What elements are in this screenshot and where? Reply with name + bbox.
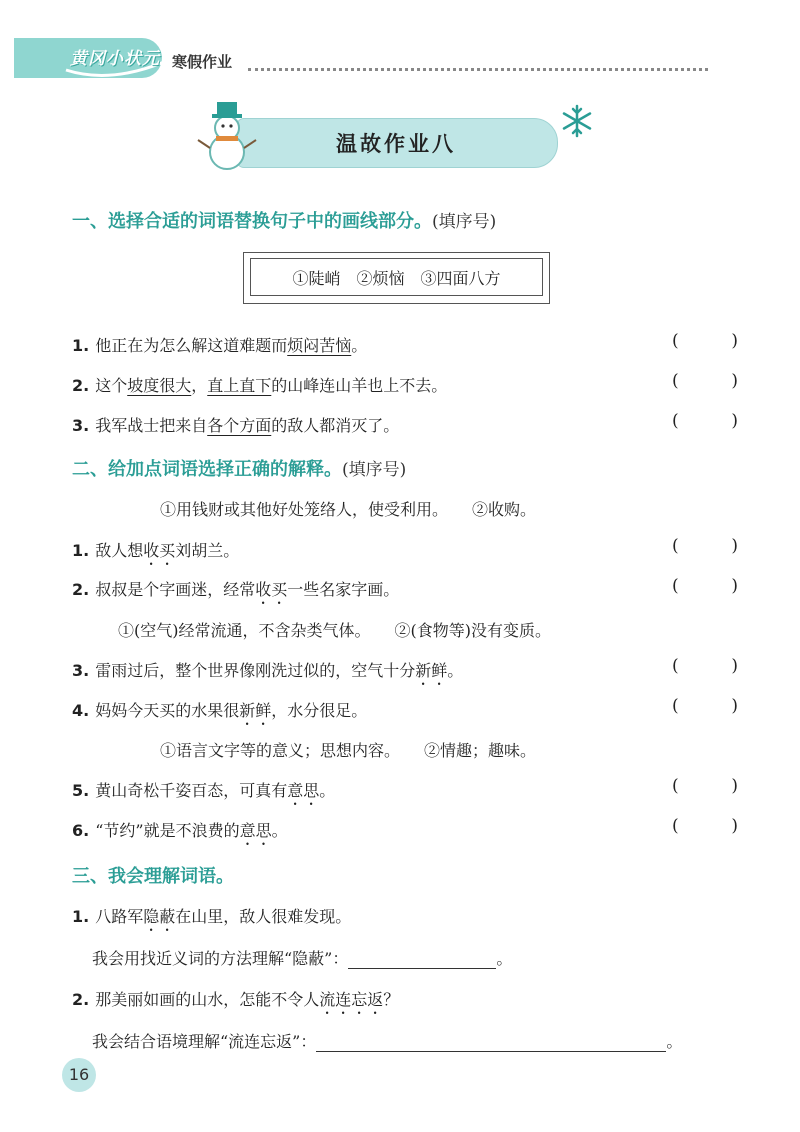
question-text: 黄山奇松千姿百态，可真有	[95, 781, 288, 800]
answer-blank[interactable]	[672, 776, 738, 796]
answer-line[interactable]	[348, 954, 496, 969]
question-number: 2.	[72, 580, 90, 599]
question-text: 那美丽如画的山水，怎能不令人	[95, 990, 320, 1009]
question-number: 1.	[72, 336, 90, 355]
snowflake-icon	[560, 104, 594, 138]
paren-open: (	[672, 816, 679, 836]
question-text: 的山峰连山羊也上不去。	[271, 376, 448, 395]
question-number: 3.	[72, 416, 90, 435]
question-text: 。	[351, 336, 368, 355]
definitions-2: ①(空气)经常流通，不含杂类气体。 ②(食物等)没有变质。	[118, 621, 551, 640]
header-divider	[248, 68, 708, 71]
question-text: 叔叔是个字画迷，经常	[95, 580, 256, 599]
dotted-word: 意思	[239, 821, 272, 840]
answer-blank[interactable]	[672, 576, 738, 596]
question-text: 八路军	[95, 907, 144, 926]
s3-question-1	[72, 904, 351, 935]
paren-close: )	[731, 411, 738, 431]
question-text: 妈妈今天买的水果很	[95, 701, 240, 720]
dotted-word: 收买	[143, 541, 176, 560]
answer-blank[interactable]	[672, 536, 738, 556]
question-number: 6.	[72, 821, 90, 840]
dotted-word: 收买	[255, 580, 288, 599]
section1-heading	[72, 207, 496, 233]
question-text: 的敌人都消灭了。	[271, 416, 400, 435]
section1-note: (填序号)	[432, 212, 497, 232]
s2-question-1	[72, 538, 239, 569]
s2-question-4	[72, 698, 367, 729]
section1-heading-text: 一、选择合适的词语替换句子中的画线部分。	[72, 211, 432, 232]
snowman-icon	[196, 98, 258, 172]
paren-open: (	[672, 656, 679, 676]
paren-open: (	[672, 776, 679, 796]
dotted-word: 新鲜	[239, 701, 272, 720]
dotted-word: 意思	[287, 781, 320, 800]
answer-blank[interactable]	[672, 411, 738, 431]
paren-close: )	[731, 696, 738, 716]
s2-question-5	[72, 778, 335, 809]
question-number: 3.	[72, 661, 90, 680]
question-text: 我军战士把来自	[95, 416, 208, 435]
header-subtitle: 寒假作业	[172, 53, 233, 71]
underlined-phrase: 直上直下	[207, 376, 272, 395]
underlined-phrase: 坡度很大	[127, 376, 192, 395]
dotted-word: 隐蔽	[143, 907, 176, 926]
section2-heading-text: 二、给加点词语选择正确的解释。	[72, 459, 342, 480]
prompt-text: 我会用找近义词的方法理解“隐蔽”：	[92, 949, 349, 968]
question-text: 。	[271, 821, 288, 840]
paren-close: )	[731, 331, 738, 351]
paren-open: (	[672, 331, 679, 351]
question-number: 2.	[72, 990, 90, 1009]
paren-close: )	[731, 576, 738, 596]
paren-close: )	[731, 776, 738, 796]
prompt-end: 。	[666, 1032, 683, 1051]
underlined-phrase: 各个方面	[207, 416, 272, 435]
definitions-1: ①用钱财或其他好处笼络人，使受利用。 ②收购。	[160, 500, 537, 519]
section3-heading: 三、我会理解词语。	[72, 866, 234, 887]
question-number: 2.	[72, 376, 90, 395]
paren-open: (	[672, 696, 679, 716]
dotted-word: 流连忘返	[319, 990, 384, 1009]
question-number: 5.	[72, 781, 90, 800]
question-number: 1.	[72, 907, 90, 926]
section2-heading	[72, 455, 406, 481]
question-number: 1.	[72, 541, 90, 560]
answer-blank[interactable]	[672, 696, 738, 716]
question-text: 。	[319, 781, 336, 800]
s3-sub-2	[92, 1029, 682, 1052]
question-text: 这个	[95, 376, 128, 395]
section2-note: (填序号)	[342, 460, 407, 480]
answer-blank[interactable]	[672, 331, 738, 351]
s3-question-2	[72, 987, 399, 1018]
paren-open: (	[672, 536, 679, 556]
paren-close: )	[731, 656, 738, 676]
s1-question-1	[72, 333, 367, 356]
answer-blank[interactable]	[672, 656, 738, 676]
question-text: 敌人想	[95, 541, 144, 560]
page-title: 温故作业八	[336, 132, 456, 156]
s2-question-3	[72, 658, 463, 689]
question-text: 刘胡兰。	[175, 541, 240, 560]
dotted-word: 新鲜	[415, 661, 448, 680]
underlined-phrase: 烦闷苦恼	[287, 336, 352, 355]
question-text: 在山里，敌人很难发现。	[175, 907, 352, 926]
options-box: ①陡峭 ②烦恼 ③四面八方	[250, 258, 543, 296]
question-number: 4.	[72, 701, 90, 720]
question-text: ，	[191, 376, 208, 395]
question-text: 雷雨过后，整个世界像刚洗过似的，空气十分	[95, 661, 416, 680]
paren-open: (	[672, 411, 679, 431]
answer-blank[interactable]	[672, 816, 738, 836]
paren-close: )	[731, 536, 738, 556]
question-text: ，水分很足。	[271, 701, 368, 720]
s1-question-3	[72, 413, 399, 436]
question-text: ？	[383, 990, 400, 1009]
question-text: 他正在为怎么解这道难题而	[95, 336, 288, 355]
prompt-end: 。	[496, 949, 513, 968]
s1-question-2	[72, 373, 447, 396]
s2-question-6	[72, 818, 288, 849]
definitions-3: ①语言文字等的意义；思想内容。 ②情趣；趣味。	[160, 741, 537, 760]
page-number: 16	[62, 1058, 96, 1092]
s2-question-2	[72, 577, 399, 608]
question-text: 一些名家字画。	[287, 580, 400, 599]
brand-logo: 黄冈小状元	[70, 49, 160, 69]
answer-line[interactable]	[316, 1037, 666, 1052]
paren-close: )	[731, 371, 738, 391]
answer-blank[interactable]	[672, 371, 738, 391]
question-text: “节约”就是不浪费的	[95, 821, 240, 840]
prompt-text: 我会结合语境理解“流连忘返”：	[92, 1032, 317, 1051]
paren-open: (	[672, 371, 679, 391]
paren-open: (	[672, 576, 679, 596]
question-text: 。	[447, 661, 464, 680]
s3-sub-1	[92, 946, 512, 969]
paren-close: )	[731, 816, 738, 836]
